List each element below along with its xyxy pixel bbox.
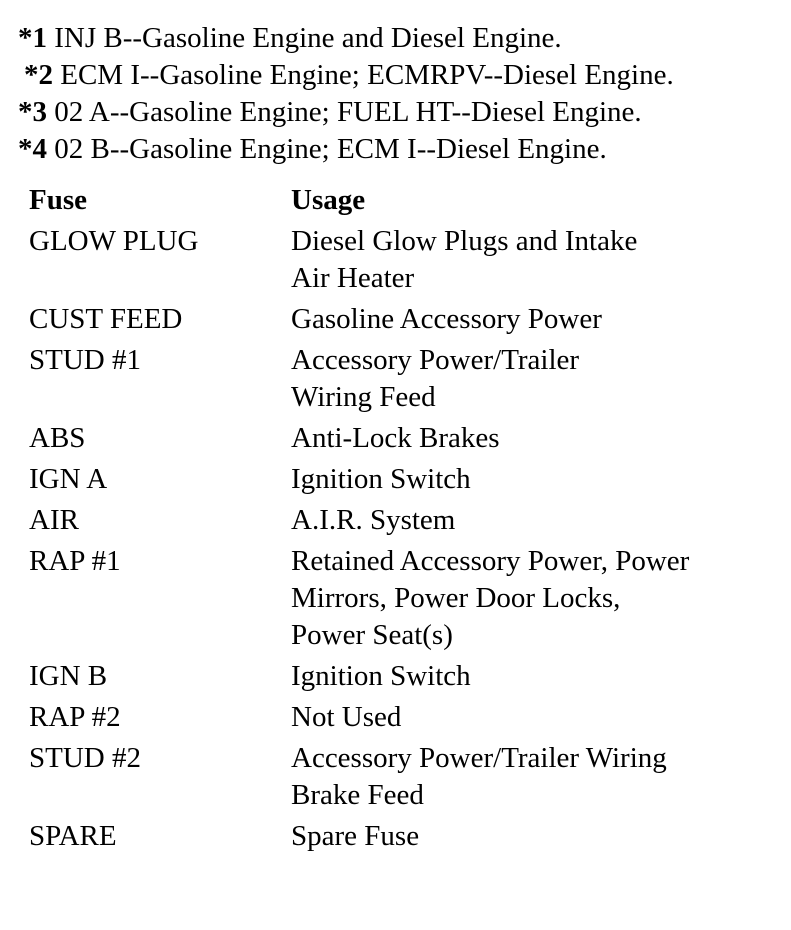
table-header-row: [29, 182, 769, 223]
table-row: [29, 223, 769, 301]
footnote-text: 02 B--Gasoline Engine; ECM I--Diesel Engine.: [47, 133, 607, 165]
usage-line: Ignition Switch: [291, 660, 471, 692]
table-row: [29, 699, 769, 740]
fuse-usage-cell: [291, 342, 769, 420]
footnotes: [18, 20, 788, 168]
fuse-usage-table: [29, 182, 769, 859]
fuse-usage-cell: [291, 699, 769, 740]
fuse-name-cell: IGN B: [29, 660, 108, 692]
table-row: [29, 740, 769, 818]
fuse-usage-cell: [291, 818, 769, 859]
table-row: [29, 658, 769, 699]
footnote-text: 02 A--Gasoline Engine; FUEL HT--Diesel Engine.: [47, 96, 642, 128]
usage-line: Wiring Feed: [291, 381, 436, 413]
usage-line: Air Heater: [291, 262, 415, 294]
fuse-usage-cell: [291, 420, 769, 461]
fuse-name-cell: GLOW PLUG: [29, 225, 199, 257]
usage-line: Ignition Switch: [291, 463, 471, 495]
fuse-usage-cell: [291, 461, 769, 502]
fuse-usage-cell: [291, 740, 769, 818]
column-header-usage: Usage: [291, 184, 366, 216]
fuse-name-cell: STUD #1: [29, 344, 141, 376]
footnote-mark: *4: [18, 133, 47, 165]
footnote-mark: *3: [18, 96, 47, 128]
table-body: [29, 223, 769, 859]
table-row: [29, 342, 769, 420]
usage-line: Brake Feed: [291, 779, 424, 811]
usage-line: Accessory Power/Trailer: [291, 344, 580, 376]
table-row: [29, 301, 769, 342]
usage-line: Retained Accessory Power, Power: [291, 545, 690, 577]
table-row: [29, 818, 769, 859]
usage-line: A.I.R. System: [291, 504, 456, 536]
footnote-3: [18, 94, 788, 131]
footnote-2: [18, 57, 788, 94]
fuse-usage-cell: [291, 543, 769, 658]
usage-line: Not Used: [291, 701, 402, 733]
usage-line: Accessory Power/Trailer Wiring: [291, 742, 667, 774]
fuse-name-cell: RAP #1: [29, 545, 121, 577]
usage-line: Diesel Glow Plugs and Intake: [291, 225, 638, 257]
fuse-name-cell: ABS: [29, 422, 86, 454]
fuse-usage-cell: [291, 301, 769, 342]
fuse-usage-cell: [291, 502, 769, 543]
footnote-4: [18, 131, 788, 168]
fuse-name-cell: AIR: [29, 504, 79, 536]
table-row: [29, 543, 769, 658]
usage-line: Spare Fuse: [291, 820, 420, 852]
footnote-text: ECM I--Gasoline Engine; ECMRPV--Diesel Engine.: [53, 59, 674, 91]
fuse-usage-cell: [291, 223, 769, 301]
fuse-name-cell: IGN A: [29, 463, 108, 495]
usage-line: Gasoline Accessory Power: [291, 303, 602, 335]
fuse-name-cell: STUD #2: [29, 742, 141, 774]
fuse-name-cell: RAP #2: [29, 701, 121, 733]
fuse-usage-cell: [291, 658, 769, 699]
usage-line: Mirrors, Power Door Locks,: [291, 582, 621, 614]
footnote-1: [18, 20, 788, 57]
footnote-mark: *1: [18, 22, 47, 54]
usage-line: Anti-Lock Brakes: [291, 422, 500, 454]
table-row: [29, 461, 769, 502]
table-row: [29, 420, 769, 461]
column-header-fuse: Fuse: [29, 184, 87, 216]
table-row: [29, 502, 769, 543]
fuse-name-cell: SPARE: [29, 820, 117, 852]
footnote-text: INJ B--Gasoline Engine and Diesel Engine.: [47, 22, 562, 54]
usage-line: Power Seat(s): [291, 619, 453, 651]
footnote-mark: *2: [24, 59, 53, 91]
fuse-name-cell: CUST FEED: [29, 303, 183, 335]
